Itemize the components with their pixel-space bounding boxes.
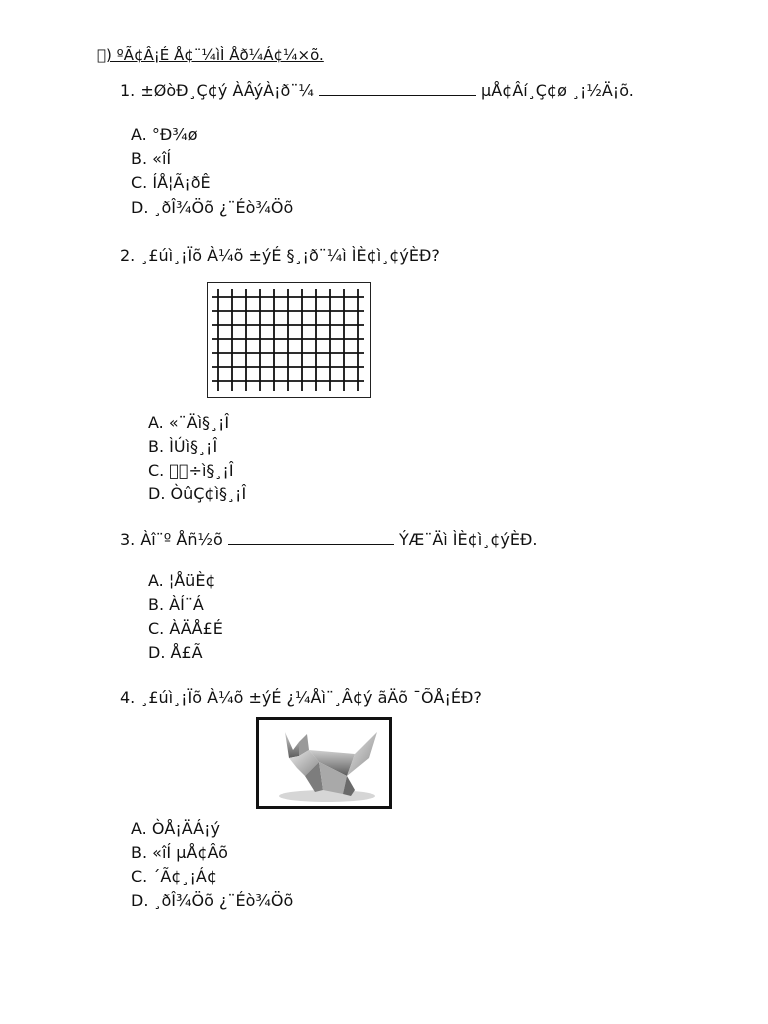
q3-option-c[interactable]: C. ÀÄÅ£É — [148, 619, 223, 638]
question-text-start: Àî¨º Åñ½õ — [140, 530, 223, 549]
origami-fox-image — [256, 717, 392, 809]
q1-option-d[interactable]: D. ¸ðÎ¾Öõ ¿¨Éò¾Öõ — [131, 198, 294, 217]
q2-option-a[interactable]: A. «¨Äì§¸¡Î — [148, 413, 230, 432]
question-text-end: µÅ¢Âí¸Ç¢ø ¸¡½Ä¡õ. — [481, 81, 634, 100]
q1-option-a[interactable]: A. °Ð¾ø — [131, 125, 198, 144]
question-number: 4. — [120, 688, 136, 707]
question-text-start: ±ØòÐ¸Ç¢ý ÀÂýÀ¡ð¨¼ — [140, 81, 314, 100]
grid-figure — [207, 282, 371, 398]
q4-option-b[interactable]: B. «îÍ µÅ¢Âõ — [131, 843, 228, 862]
q3-option-b[interactable]: B. ÀÍ¨Á — [148, 595, 204, 614]
question-2 — [120, 246, 440, 265]
origami-fox-icon — [259, 720, 389, 806]
question-number: 3. — [120, 530, 136, 549]
q1-option-c[interactable]: C. ÍÅ¦Ã¡ðÊ — [131, 173, 211, 192]
question-3 — [120, 530, 537, 549]
q4-option-a[interactable]: A. ÒÅ¡ÄÁ¡ý — [131, 819, 221, 838]
answer-blank[interactable] — [228, 532, 394, 545]
question-1 — [120, 81, 634, 100]
q4-option-d[interactable]: D. ¸ðÎ¾Öõ ¿¨Éò¾Öõ — [131, 891, 294, 910]
question-text-end: ÝÆ¨Äì ÌÈ¢ì¸¢ýÈÐ. — [398, 530, 538, 549]
q2-option-b[interactable]: B. ÌÚì§¸¡Î — [148, 437, 218, 456]
question-number: 1. — [120, 81, 136, 100]
question-text: ¸£úì¸¡Ïõ À¼õ ±ýÉ §¸¡ð¨¼ì ÌÈ¢ì¸¢ýÈÐ? — [140, 246, 440, 265]
q1-option-b[interactable]: B. «îÍ — [131, 149, 172, 168]
q2-option-d[interactable]: D. ÒûÇ¢ì§¸¡Î — [148, 484, 247, 503]
answer-blank[interactable] — [319, 83, 476, 96]
q4-option-c[interactable]: C. ´Ã¢¸¡Á¢ — [131, 867, 218, 886]
question-text: ¸£úì¸¡Ïõ À¼õ ±ýÉ ¿¼Åì¨¸Â¢ý ãÄõ ¯ÕÅ¡ÉÐ? — [140, 688, 482, 707]
question-4 — [120, 688, 482, 707]
q3-option-a[interactable]: A. ¦ÅüÈ¢ — [148, 571, 216, 590]
grid-lines-icon — [208, 283, 370, 397]
q2-option-c[interactable]: C.   ÷ì§¸¡Î — [148, 461, 234, 480]
q3-option-d[interactable]: D. Å£Ã — [148, 643, 203, 662]
question-number: 2. — [120, 246, 136, 265]
worksheet-heading:  ) ºÃ¢Â¡É Å¢¨¼ìÌ Åð¼Á¢¼×õ. — [97, 46, 324, 64]
